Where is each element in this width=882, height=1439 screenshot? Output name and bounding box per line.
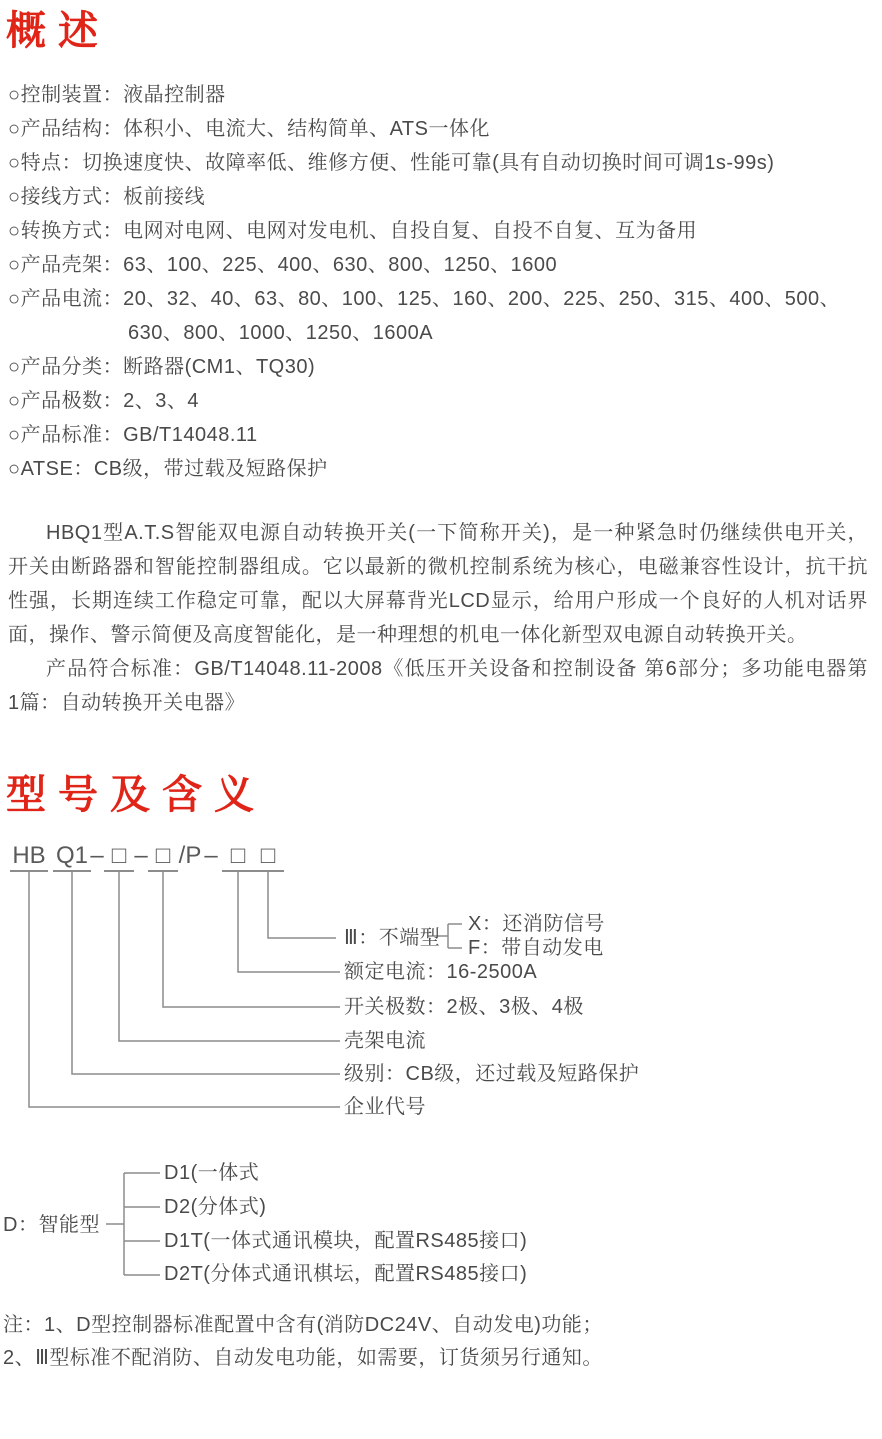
- model-code: [0, 820, 882, 880]
- spec-item-features: ○特点：切换速度快、故障率低、维修方便、性能可靠(具有自动切换时间可调1s-99s): [8, 152, 775, 174]
- label-poles: 开关极数：2极、3极、4极: [344, 996, 584, 1018]
- section-heading-overview: 概述: [6, 9, 110, 53]
- spec-item-current-ratings: ○产品电流：20、32、40、63、80、100、125、160、200、225、250、315、400、500、: [8, 288, 841, 310]
- label-d-root: D：智能型: [3, 1214, 100, 1236]
- label-rated-current: 额定电流：16-2500A: [344, 961, 538, 983]
- model-code-token: □: [222, 842, 254, 872]
- paragraph-line: HBQ1型A.T.S智能双电源自动转换开关(一下简称开关)，是一种紧急时仍继续供电开关，: [46, 522, 868, 544]
- model-code-token: –: [134, 842, 148, 869]
- spec-item-atse: ○ATSE：CB级，带过载及短路保护: [8, 458, 328, 480]
- label-d-branch4: D2T(分体式通讯棋坛，配置RS485接口): [164, 1263, 528, 1285]
- spec-item-standard: ○产品标准：GB/T14048.11: [8, 424, 258, 446]
- spec-item-structure: ○产品结构：体积小、电流大、结构简单、ATS一体化: [8, 118, 490, 140]
- label-frame-current: 壳架电流: [344, 1030, 426, 1052]
- spec-item-frame-sizes: ○产品壳架：63、100、225、400、630、800、1250、1600: [8, 254, 558, 276]
- spec-item-transfer-mode: ○转换方式：电网对电网、电网对发电机、自投自复、自投不自复、互为备用: [8, 220, 698, 242]
- label-x-option: X：还消防信号: [468, 913, 605, 935]
- notes-block: [3, 1309, 882, 1375]
- label-f-option: F：带自动发电: [468, 937, 604, 959]
- section-heading-model: 型号及含义: [6, 773, 266, 817]
- spec-item-wiring: ○接线方式：板前接线: [8, 186, 206, 208]
- label-d-branch2: D2(分体式): [164, 1196, 267, 1218]
- model-code-token: –: [204, 842, 218, 869]
- label-class-level: 级别：CB级，还过载及短路保护: [344, 1063, 640, 1085]
- paragraph-line: 产品符合标准：GB/T14048.11-2008《低压开关设备和控制设备 第6部分；多功能电器第: [46, 658, 868, 680]
- note-line-2: 2、Ⅲ型标准不配消防、自动发电功能，如需要，订货须另行通知。: [3, 1347, 603, 1369]
- label-d-branch1: D1(一体式: [164, 1162, 260, 1184]
- model-meaning-diagram: [0, 820, 882, 1305]
- model-code-token: □: [252, 842, 284, 872]
- paragraph-line: 面，操作、警示简便及高度智能化，是一种理想的机电一体化新型双电源自动转换开关。: [8, 624, 808, 646]
- label-type3: Ⅲ：不端型: [344, 927, 441, 949]
- label-d-branch3: D1T(一体式通讯模块，配置RS485接口): [164, 1230, 528, 1252]
- spec-item-category: ○产品分类：断路器(CM1、TQ30): [8, 356, 316, 378]
- label-company-code: 企业代号: [344, 1096, 426, 1118]
- model-code-token: □: [148, 842, 178, 872]
- model-code-token: □: [104, 842, 134, 872]
- model-code-token: Q1: [53, 842, 91, 872]
- model-code-token: /P: [178, 842, 202, 869]
- spec-item-current-ratings-cont: 630、800、1000、1250、1600A: [128, 322, 434, 344]
- paragraph-line: 开关由断路器和智能控制器组成。它以最新的微机控制系统为核心，电磁兼容性设计，抗干抗: [8, 556, 868, 578]
- description-paragraphs: [8, 516, 868, 720]
- spec-list: [8, 78, 882, 486]
- model-code-token: HB: [10, 842, 48, 872]
- spec-item-poles: ○产品极数：2、3、4: [8, 390, 199, 412]
- paragraph-line: 性强，长期连续工作稳定可靠，配以大屏幕背光LCD显示，给用户形成一个良好的人机对话界: [8, 590, 868, 612]
- spec-item-control-device: ○控制装置：液晶控制器: [8, 84, 226, 106]
- paragraph-line: 1篇：自动转换开关电器》: [8, 692, 246, 714]
- model-code-token: –: [90, 842, 104, 869]
- note-line-1: 注：1、D型控制器标准配置中含有(消防DC24V、自动发电)功能；: [3, 1314, 603, 1336]
